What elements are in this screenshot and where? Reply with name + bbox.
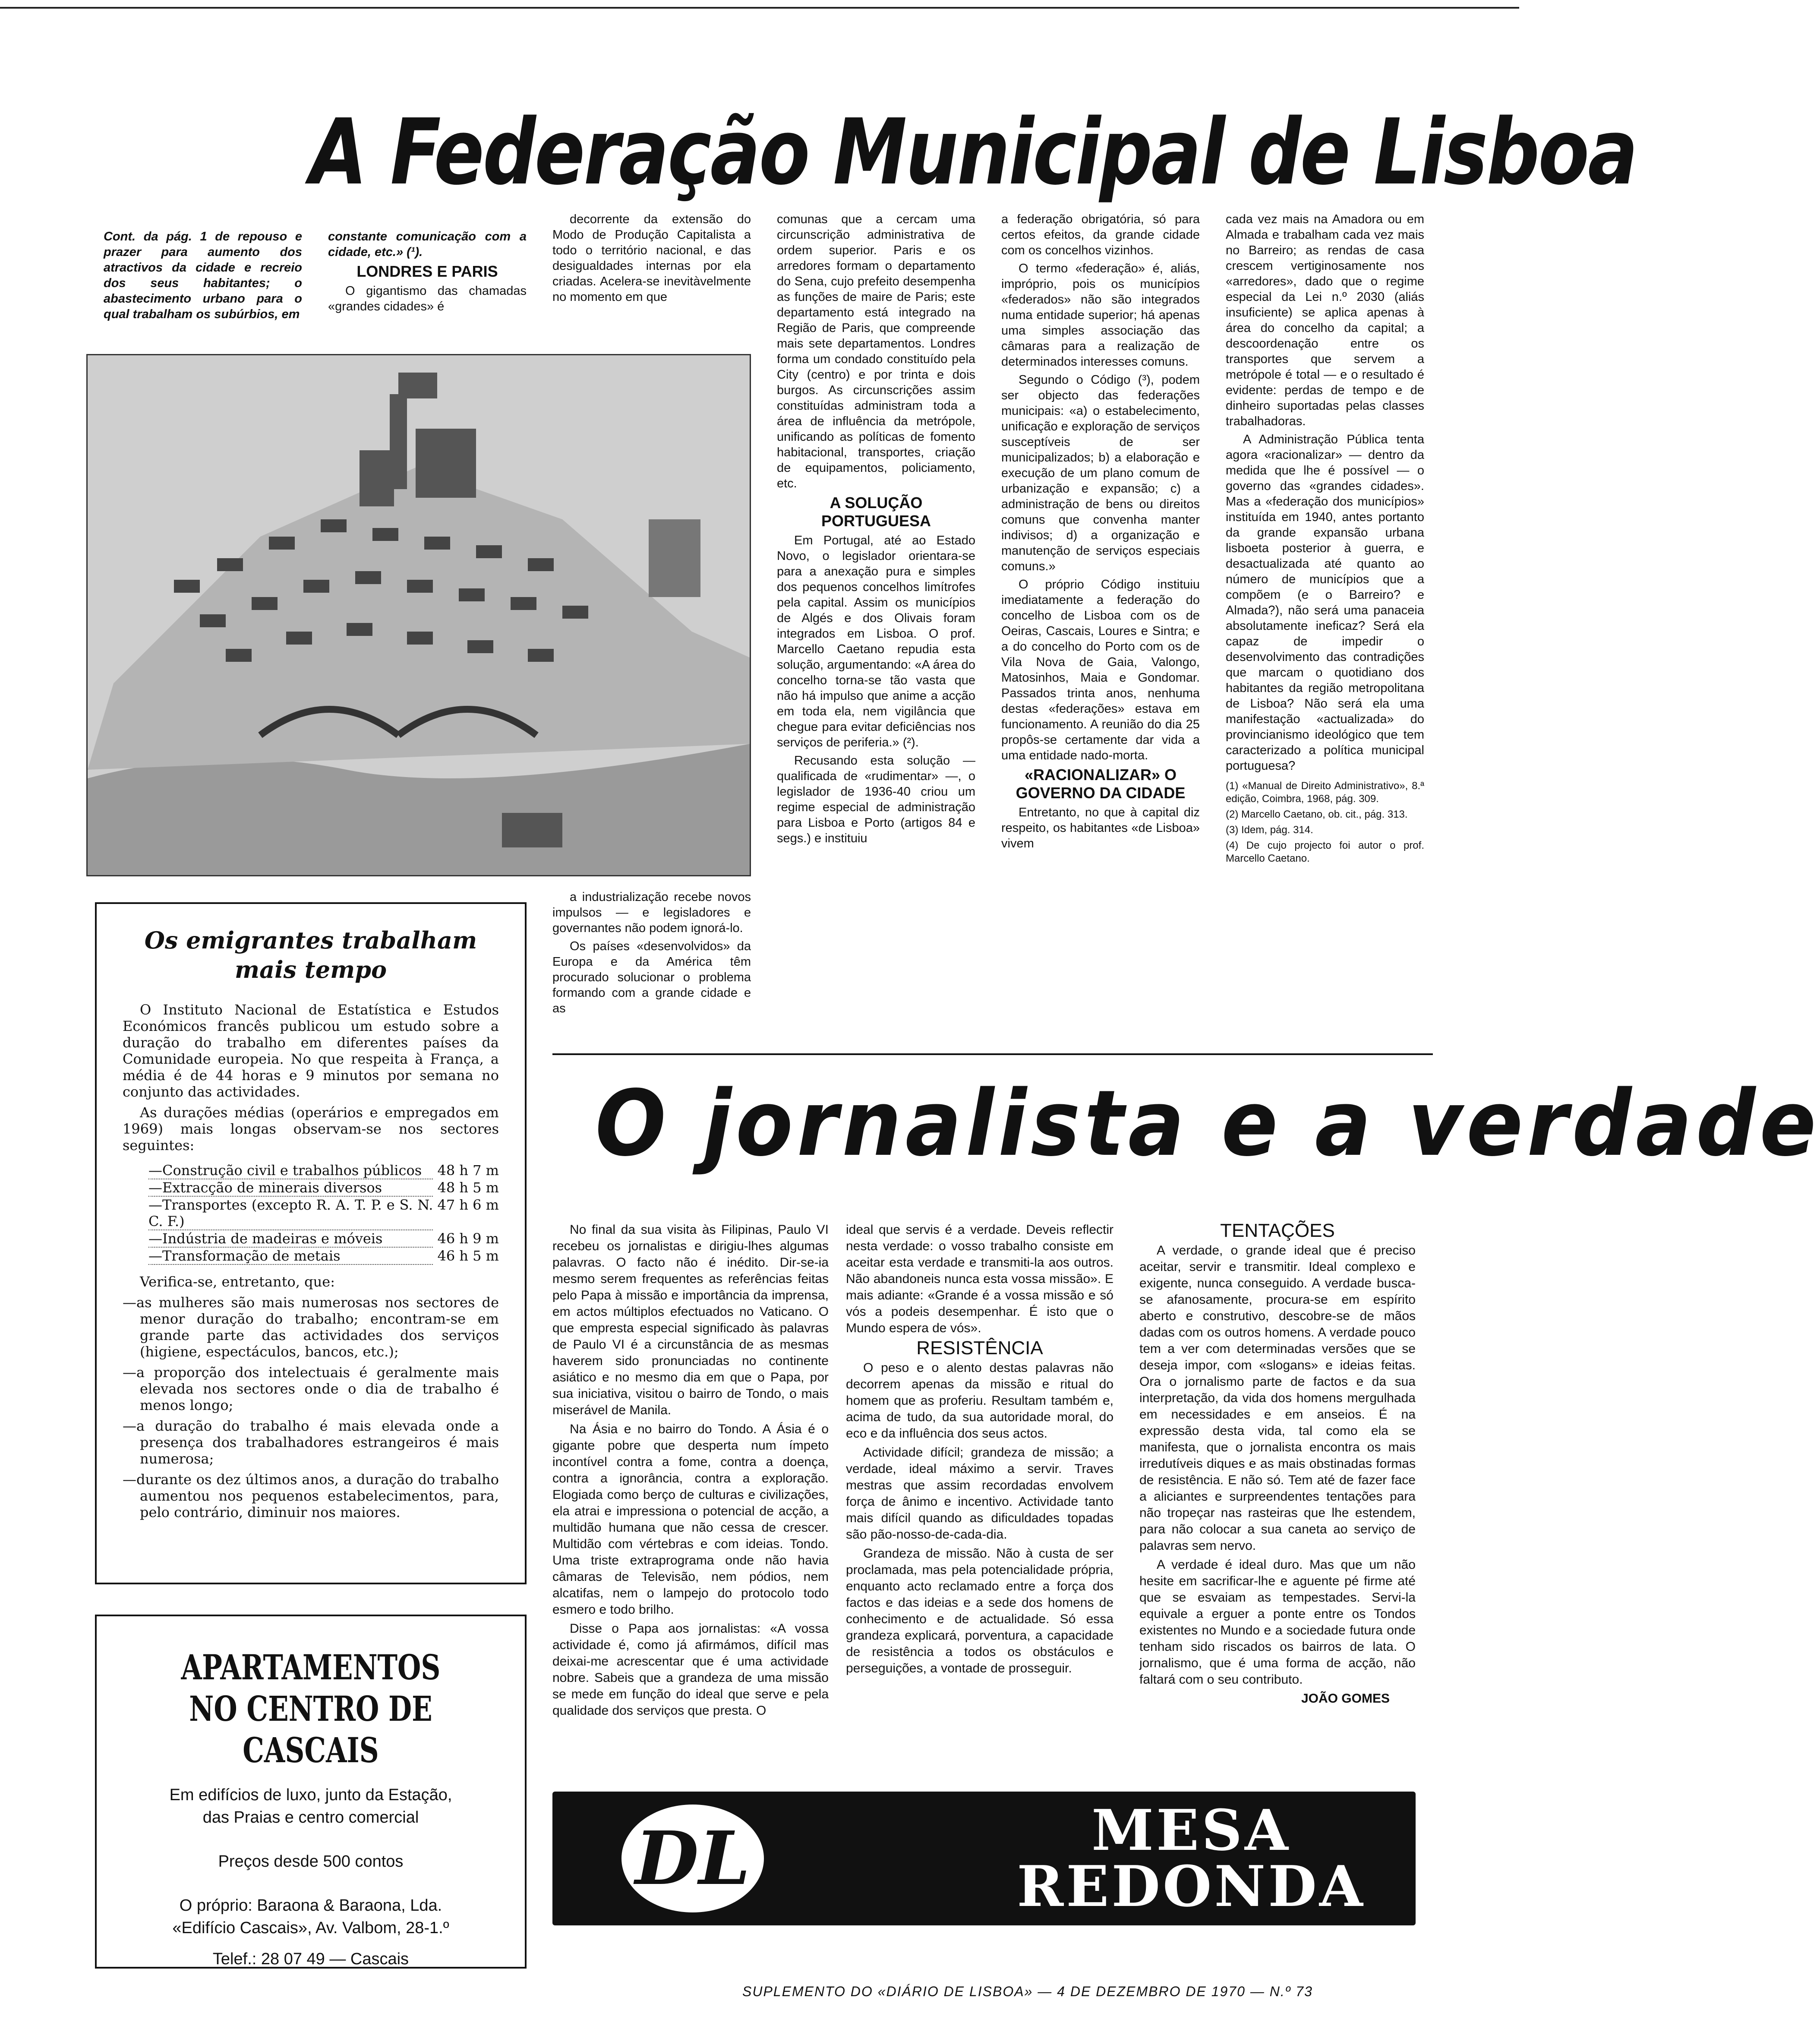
ad-desc1: Em edifícios de luxo, junto da Estação,	[169, 1786, 452, 1804]
emigrants-title: Os emigrantes trabalham mais tempo	[144, 926, 477, 983]
emigrants-body	[123, 1002, 499, 1520]
emigrants-box	[95, 902, 527, 1584]
bullet-item: —as mulheres são mais numerosas nos sectores de menor duração do trabalho; encontram-se em grande parte das actividades dos serviços (higiene, espectáculos, bancos, etc.);	[123, 1294, 499, 1360]
subhead-racionalizar: «RACIONALIZAR» O GOVERNO DA CIDADE	[1016, 766, 1186, 802]
article1-col2	[328, 229, 527, 317]
emigrants-intro2: As durações médias (operários e empregados em 1969) mais longas observam-se nos sectores seguintes:	[123, 1104, 499, 1154]
castle-illustration	[88, 355, 750, 875]
article1-col1-text: Cont. da pág. 1 de repouso e prazer para aumento dos atractivos da cidade e recreio dos seus habitantes; o abastecimento urbano para o qual trabalham os subúrbios, em	[104, 230, 302, 321]
footnote: (2) Marcello Caetano, ob. cit., pág. 313.	[1226, 809, 1408, 820]
footnotes	[1226, 780, 1424, 865]
mesa-redonda-masthead	[552, 1792, 1416, 1925]
article1-col6	[1226, 212, 1424, 868]
article1-col6-text2: A Administração Pública tenta agora «racionalizar» — dentro da medida que lhe é possível — o governo das «grandes cidades». Mas a «federação dos municípios» instituída em 1940, antes portanto da grande expansão urbana lisboeta posterior à guerra, e desactualizada até quanto ao número de municípios que a compõem (e o Barreiro? e Almada?), não será uma panaceia absolutamente ineficaz? Será ela capaz de impedir o desenvolvimento das contradições que marcam o quotidiano dos habitantes da região metropolitana de Lisboa? Não será ela uma manifestação «actualizada» do provincianismo ideológico que tem caracterizado a política municipal portuguesa?	[1226, 433, 1424, 773]
hours-row: —Transformação de metais 46 h 5 m	[148, 1248, 499, 1264]
article1-col5-text1: a federação obrigatória, só para certos efeitos, da grande cidade com os concelhos vizinhos.	[1001, 212, 1200, 257]
article2-col1-text1: No final da sua visita às Filipinas, Paulo VI recebeu os jornalistas e dirigiu-lhes algumas palavras. O facto não é inédito. Dir-se-ia mesmo serem frequentes as referências feitas pelo Papa à missão e importância da imprensa, em actos múltiplos efectuados no Vaticano. O que empresta especial significado às palavras de Paulo VI é a circunstância de as mesmas haverem sido pronunciadas no continente asiático e no mesmo dia em que o Papa, por sua iniciativa, visitou o bairro de Tondo, o mais miserável de Manila.	[552, 1223, 829, 1417]
footnote: (4) De cujo projecto foi autor o prof. Marcello Caetano.	[1226, 840, 1424, 864]
article2-col3	[1139, 1222, 1416, 1710]
redonda-word: REDONDA	[1017, 1853, 1366, 1919]
article2-col1-text3: Disse o Papa aos jornalistas: «A vossa actividade é, como já afirmámos, difícil mas deixai-me acrescentar que é uma actividade nobre. Sabeis que a grandeza de uma missão se mede em função do ideal que serve e pela qualidade dos serviços que presta. O	[552, 1621, 829, 1718]
emigrants-bullets	[123, 1294, 499, 1520]
footnote: (3) Idem, pág. 314.	[1226, 824, 1313, 836]
hours-table	[148, 1162, 499, 1265]
article2-col2-text4: Grandeza de missão. Não à custa de ser proclamada, mas pela potencialidade própria, enquanto acto reclamado entre a força dos factos e das ideias e a sede dos homens de conhecimento e de actualidade. Só essa grandeza explicará, porventura, a capacidade de resistência a todos os obstáculos e perseguições, a vontade de prosseguir.	[846, 1546, 1113, 1675]
footnote: (1) «Manual de Direito Administrativo», 8.ª edição, Coimbra, 1968, pág. 309.	[1226, 780, 1424, 805]
hours-row: —Construção civil e trabalhos públicos 48 h 7 m	[148, 1162, 499, 1179]
article2-col1	[552, 1222, 829, 1722]
article2-col2-text2: O peso e o alento destas palavras não decorrem apenas da missão e ritual do homem que as proferiu. Resultam também e, acima de tudo, da sua autoridade moral, do eco e da influência dos seus actos.	[846, 1361, 1113, 1441]
subhead-tentacoes: TENTAÇÕES	[1220, 1220, 1335, 1241]
ad-address: «Edifício Cascais», Av. Valbom, 28-1.º	[172, 1919, 449, 1937]
article1-col1	[104, 229, 302, 325]
ad-owner: O próprio: Baraona & Baraona, Lda.	[179, 1896, 442, 1915]
article2-title: O jornalista e a verdade	[595, 1071, 1820, 1176]
city-illustration	[86, 354, 751, 876]
apartments-ad	[95, 1615, 527, 1969]
bullet-item: —a proporção dos intelectuais é geralmente mais elevada nos sectores onde o dia de trabalho é menos longo;	[123, 1364, 499, 1413]
ad-desc2: das Praias e centro comercial	[202, 1808, 419, 1827]
article1-col5	[1001, 212, 1200, 854]
top-rule	[0, 7, 1519, 9]
ad-line2: NO CENTRO DE CASCAIS	[189, 1688, 432, 1770]
emigrants-verify: Verifica-se, entretanto, que:	[140, 1274, 335, 1290]
article1-col4	[777, 212, 975, 849]
article1-col6-text1: cada vez mais na Amadora ou em Almada e trabalham cada vez mais no Barreiro; as rendas de casa crescem vertiginosamente nos «arredores», dado que o regime especial da Lei n.º 2030 (aliás insuficiente) se aplica apenas à área do concelho da capital; a descoordenação entre os transportes que servem a metrópole é total — e o resultado é evidente: perdas de tempo e de dinheiro suportadas pelas classes trabalhadoras.	[1226, 212, 1424, 428]
subhead-londres-paris: LONDRES E PARIS	[356, 262, 498, 280]
author: JOÃO GOMES	[1301, 1691, 1390, 1706]
bullet-item: —durante os dez últimos anos, a duração do trabalho aumentou nos pequenos estabelecimentos, para, pelo contrário, diminuir nos maiores.	[123, 1471, 499, 1520]
article1-col2-text2: O gigantismo das chamadas «grandes cidades» é	[328, 284, 527, 313]
bullet-item: —a duração do trabalho é mais elevada onde a presença dos trabalhadores estrangeiros é mais numerosa;	[123, 1418, 499, 1467]
article2-col1-text2: Na Ásia e no bairro do Tondo. A Ásia é o gigante pobre que desperta num ímpeto incontível contra a fome, contra a doença, contra a ignorância, contra a exploração. Elogiada como berço de culturas e civilizações, ela atrai e impressiona o potencial de acção, a multidão humana que não cessa de crescer. Multidão com vértebras e com ideias. Tondo. Uma triste extraprograma onde não havia câmaras de Televisão, nem pódios, nem alcatifas, nem o lampejo do protocolo todo esmero e todo brilho.	[552, 1422, 829, 1617]
subhead-resistencia: RESISTÊNCIA	[916, 1337, 1043, 1359]
article1-col5-text3: Segundo o Código (³), podem ser objecto das federações municipais: «a) o estabelecimento, unificação e exploração de serviços susceptíveis de ser municipalizados; b) a elaboração e execução de um plano comum de urbanização e expansão; c) a administração de bens ou direitos comuns que convenha manter indivisos; d) a organização e manutenção de serviços especiais comuns.»	[1001, 373, 1200, 573]
page-title: A Federação Municipal de Lisboa	[309, 99, 1637, 205]
article1-col5-text5: Entretanto, no que à capital diz respeito, os habitantes «de Lisboa» vivem	[1001, 806, 1200, 850]
emigrants-intro: O Instituto Nacional de Estatística e Estudos Económicos francês publicou um estudo sobre a duração do trabalho em diferentes países da Comunidade europeia. No que respeita à França, a média é de 44 horas e 9 minutos por semana no conjunto das actividades.	[123, 1002, 499, 1100]
article2-rule	[552, 1053, 1433, 1055]
article1-col3b-text1: a industrialização recebe novos impulsos — e legisladores e governantes não podem ignorá-lo.	[552, 890, 751, 935]
mesa-word: MESA	[1091, 1797, 1291, 1863]
ad-price: Preços desde 500 contos	[218, 1852, 404, 1871]
ad-line1: APARTAMENTOS	[181, 1647, 441, 1688]
article1-col4-text1: comunas que a cercam uma circunscrição administrativa de ordem superior. Paris e os arredores formam o departamento do Sena, cujo prefeito desempenha as funções de maire de Paris; este departamento está integrado na Região de Paris, que compreende mais sete departamentos. Londres forma um condado constituído pela City (centro) e por trinta e dois burgos. As circunscrições assim constituídas administram toda a área de influência da metrópole, unificando as políticas de fomento habitacional, transportes, criação de equipamentos, policiamento, etc.	[777, 212, 975, 490]
ad-phone: Telef.: 28 07 49 — Cascais	[212, 1950, 409, 1968]
footer: SUPLEMENTO DO «DIÁRIO DE LISBOA» — 4 DE DEZEMBRO DE 1970 — N.º 73	[742, 1984, 1313, 1999]
dl-logo: DL	[635, 1815, 751, 1902]
hours-row: —Transportes (excepto R. A. T. P. e S. N. C. F.) 47 h 6 m	[148, 1197, 499, 1229]
subhead-solucao-portuguesa: A SOLUÇÃO PORTUGUESA	[821, 494, 931, 530]
article1-col5-text4: O próprio Código instituiu imediatamente a federação do concelho de Lisboa com os de Oeiras, Cascais, Loures e Sintra; e a do concelho do Porto com os de Vila Nova de Gaia, Valongo, Matosinhos, Maia e Gondomar. Passados trinta anos, nenhuma destas «federações» estava em funcionamento. A reunião do dia 25 propôs-se certamente dar vida a uma entidade nado-morta.	[1001, 578, 1200, 762]
article1-col2-text: constante comunicação com a cidade, etc.» (¹).	[328, 230, 527, 259]
article2-col2-text1: ideal que servis é a verdade. Deveis reflectir nesta verdade: o vosso trabalho consiste em aceitar esta verdade e transmiti-la aos outros. Não abandoneis nunca esta vossa missão». E mais adiante: «Grande é a vossa missão e só vós a podeis desempenhar. É isto que o Mundo espera de vós».	[846, 1223, 1113, 1335]
hours-row: —Indústria de madeiras e móveis 46 h 9 m	[148, 1230, 499, 1247]
article1-col3b	[552, 889, 751, 1019]
article2-col3-text1: A verdade, o grande ideal que é preciso aceitar, servir e transmitir. Ideal complexo e exigente, nunca conseguido. A verdade busca-se afanosamente, procura-se em espírito aberto e construtivo, descobre-se de mãos dadas com os outros homens. A verdade pouco tem a ver com determinadas versões que se deseja impor, com «slogans» e ideias feitas. Ora o jornalismo parte de factos e da sua interpretação, da vida dos homens mergulhada em necessidades e em anseios. É na expressão desta vida, tal como ela se manifesta, que o jornalista encontra os mais irredutíveis diques e as mais obstinadas formas de resistência. E não só. Tem até de fazer face a aliciantes e surpreendentes tentações para não tropeçar nas rasteiras que lhe estendem, para não colocar a sua caneta ao serviço de palavras sem nervo.	[1139, 1243, 1416, 1553]
article2-col3-text2: A verdade é ideal duro. Mas que um não hesite em sacrificar-lhe e aguente pé firme até que se esvaiam as tempestades. Servi-la equivale a erguer a ponte entre os Tondos existentes no Mundo e a sociedade futura onde tenham sido riscados os bairros de lata. O jornalismo, que é uma forma de acção, não faltará com o seu contributo.	[1139, 1558, 1416, 1687]
article2-col2	[846, 1222, 1113, 1679]
article1-col3b-text2: Os países «desenvolvidos» da Europa e da América têm procurado solucionar o problema formando com a grande cidade e as	[552, 939, 751, 1015]
article1-col5-text2: O termo «federação» é, aliás, impróprio, pois os municípios «federados» não são integrados numa entidade superior; há apenas uma simples associação das câmaras para a realização de determinados interesses comuns.	[1001, 262, 1200, 369]
article1-col4-text3: Recusando esta solução — qualificada de «rudimentar» —, o legislador de 1936-40 criou um regime especial de administração para Lisboa e Porto (artigos 84 e segs.) e instituiu	[777, 754, 975, 845]
ad-headline	[144, 1647, 478, 1771]
article1-col4-text2: Em Portugal, até ao Estado Novo, o legislador orientara-se para a anexação pura e simples dos pequenos concelhos limítrofes pela capital. Assim os municípios de Algés e dos Olivais foram integrados em Lisboa. O prof. Marcello Caetano repudia esta solução, argumentando: «A área do concelho torna-se tão vasta que não há impulso que anime a acção em toda ela, nem vigilância que chegue para evitar deficiências nos serviços de periferia.» (²).	[777, 534, 975, 749]
article1-col3	[552, 212, 751, 307]
hours-row: —Extracção de minerais diversos 48 h 5 m	[148, 1179, 499, 1196]
article1-col3-text: decorrente da extensão do Modo de Produção Capitalista a todo o território nacional, e das desigualdades internas por ela criadas. Acelera-se inevitàvelmente no momento em que	[552, 212, 751, 304]
article2-col2-text3: Actividade difícil; grandeza de missão; a verdade, ideal máximo a servir. Traves mestras que assim recordadas envolvem força de ânimo e incentivo. Actividade tanto mais difícil quando as dificuldades topadas são pão-nosso-de-cada-dia.	[846, 1445, 1113, 1542]
